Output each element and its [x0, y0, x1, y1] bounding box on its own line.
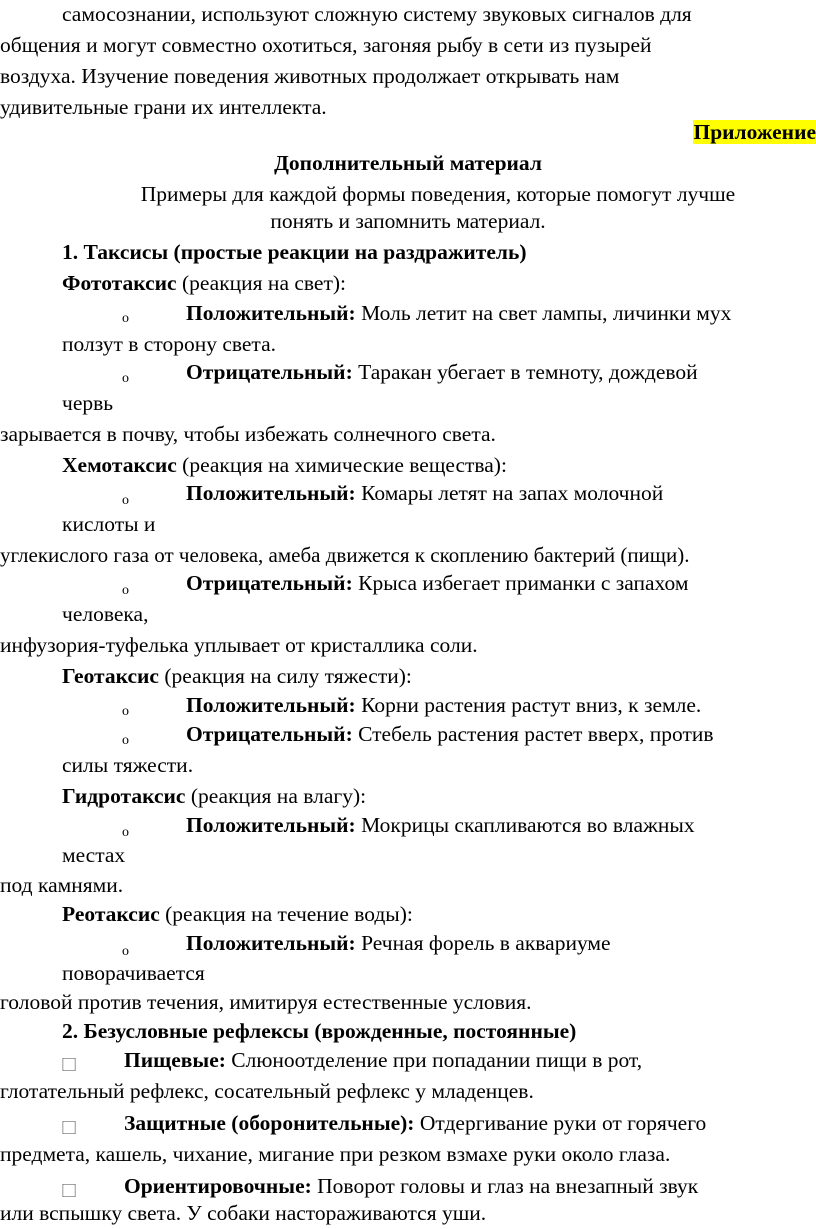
phototaxis-negative-line-3: зарывается в почву, чтобы избежать солнечного света. — [0, 422, 496, 446]
phototaxis-heading: Фототаксис (реакция на свет): — [62, 271, 346, 295]
geotaxis-positive-line-1: Положительный: Корни растения растут вниз, к земле. — [186, 693, 702, 717]
phototaxis-negative-line-1: Отрицательный: Таракан убегает в темноту, дождевой — [186, 360, 698, 384]
geotaxis-heading: Геотаксис (реакция на силу тяжести): — [62, 664, 412, 688]
chemotaxis-term: Хемотаксис — [62, 453, 177, 477]
rheotaxis-positive-line-1: Положительный: Речная форель в аквариуме — [186, 931, 611, 955]
hydrotaxis-term: Гидротаксис — [62, 784, 186, 808]
hydrotaxis-positive-line-3: под камнями. — [0, 873, 124, 897]
phototaxis-negative-line-2: червь — [62, 391, 114, 415]
intro-line-2: общения и могут совместно охотиться, загоняя рыбу в сети из пузырей — [0, 33, 652, 57]
food-reflex-line-2: глотательный рефлекс, сосательный рефлекс у младенцев. — [0, 1079, 534, 1103]
phototaxis-positive-line-1: Положительный: Моль летит на свет лампы, личинки мух — [186, 301, 732, 325]
chemotaxis-positive-line-3: углекислого газа от человека, амеба движется к скоплению бактерий (пищи). — [0, 543, 690, 567]
hydrotaxis-positive-line-2: местах — [62, 843, 126, 867]
rheotaxis-positive-line-3: головой против течения, имитируя естественные условия. — [0, 990, 532, 1014]
sub-marker: o — [122, 371, 129, 386]
intro-line-1: самосознании, используют сложную систему звуковых сигналов для — [62, 2, 692, 26]
sub-marker: o — [122, 944, 129, 959]
sub-marker: o — [122, 493, 129, 508]
rheotaxis-term: Реотаксис — [62, 902, 160, 926]
appendix-label: Приложение — [693, 120, 816, 144]
chemotaxis-negative-line-1: Отрицательный: Крыса избегает приманки с запахом — [186, 571, 689, 595]
chemotaxis-negative-line-3: инфузория-туфелька уплывает от кристаллика соли. — [0, 633, 478, 657]
page-title: Дополнительный материал — [274, 151, 542, 175]
section-1-heading: 1. Таксисы (простые реакции на раздражитель) — [62, 240, 527, 264]
sub-marker: o — [122, 311, 129, 326]
bullet-marker: ⃞ — [62, 1121, 76, 1137]
sub-marker: o — [122, 733, 129, 748]
sub-marker: o — [122, 825, 129, 840]
chemotaxis-heading: Хемотаксис (реакция на химические вещества): — [62, 453, 507, 477]
geotaxis-negative-line-1: Отрицательный: Стебель растения растет вверх, против — [186, 722, 714, 746]
sub-marker: o — [122, 583, 129, 598]
orient-reflex-line-2: или вспышку света. У собаки настораживаются уши. — [0, 1201, 487, 1225]
intro-line-4: удивительные грани их интеллекта. — [0, 95, 327, 119]
section-2-heading: 2. Безусловные рефлексы (врожденные, постоянные) — [62, 1019, 577, 1043]
chemotaxis-negative-line-2: человека, — [62, 602, 149, 626]
subtitle-line-2: понять и запомнить материал. — [270, 209, 546, 233]
rheotaxis-positive-line-2: поворачивается — [62, 961, 205, 985]
geotaxis-term: Геотаксис — [62, 664, 159, 688]
bullet-marker: ⃞ — [62, 1058, 76, 1074]
phototaxis-term: Фототаксис — [62, 271, 177, 295]
rheotaxis-heading: Реотаксис (реакция на течение воды): — [62, 902, 413, 926]
hydrotaxis-heading: Гидротаксис (реакция на влагу): — [62, 784, 367, 808]
subtitle-line-1: Примеры для каждой формы поведения, которые помогут лучше — [140, 182, 736, 206]
food-reflex-line-1: Пищевые: Слюноотделение при попадании пищи в рот, — [124, 1048, 643, 1072]
geotaxis-negative-line-2: силы тяжести. — [62, 753, 194, 777]
orient-reflex-line-1: Ориентировочные: Поворот головы и глаз на внезапный звук — [124, 1174, 699, 1198]
chemotaxis-positive-line-1: Положительный: Комары летят на запах молочной — [186, 481, 664, 505]
hydrotaxis-positive-line-1: Положительный: Мокрицы скапливаются во влажных — [186, 813, 695, 837]
defense-reflex-line-1: Защитные (оборонительные): Отдергивание руки от горячего — [124, 1111, 707, 1135]
sub-marker: o — [122, 704, 129, 719]
phototaxis-positive-line-2: ползут в сторону света. — [62, 332, 277, 356]
defense-reflex-line-2: предмета, кашель, чихание, мигание при резком взмахе руки около глаза. — [0, 1142, 671, 1166]
bullet-marker: ⃞ — [62, 1184, 76, 1200]
intro-line-3: воздуха. Изучение поведения животных продолжает открывать нам — [0, 64, 620, 88]
chemotaxis-positive-line-2: кислоты и — [62, 512, 156, 536]
